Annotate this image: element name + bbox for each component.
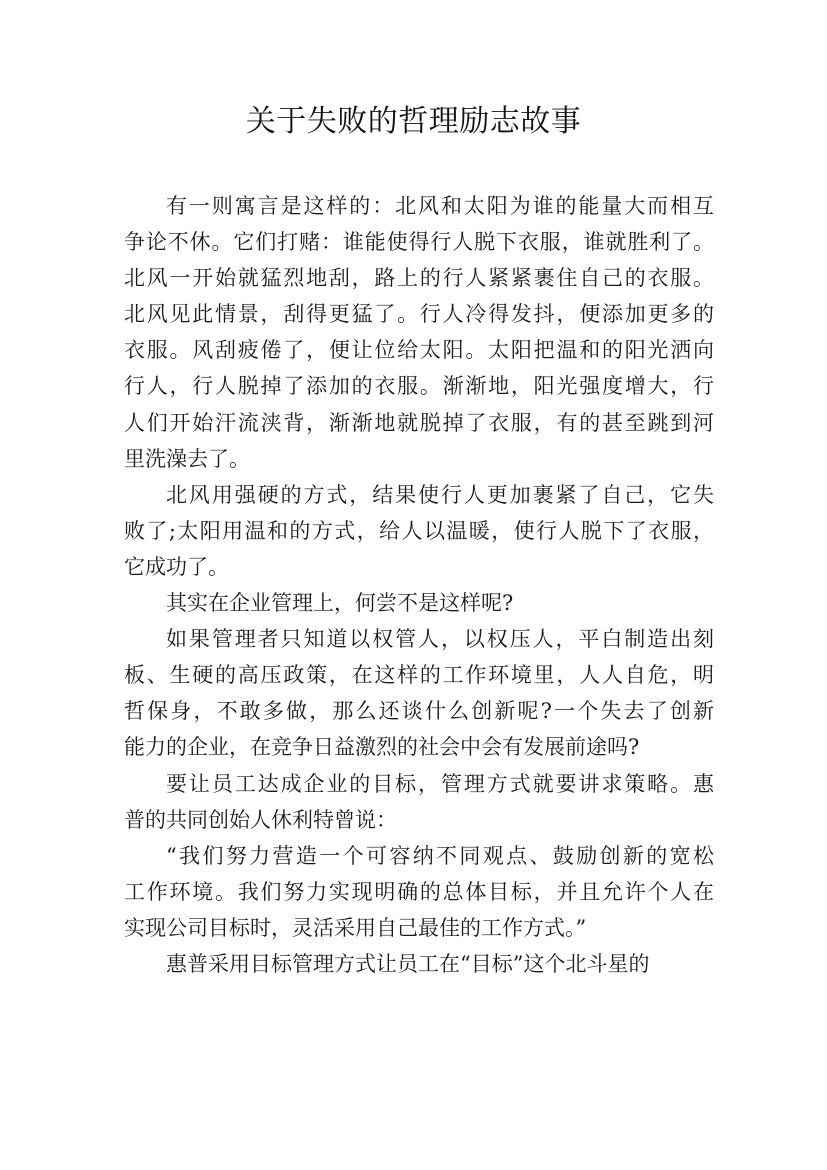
paragraph: [124, 838, 714, 946]
paragraph-line: 哲保身，不敢多做，那么还谈什么创新呢?一个失去了创新: [124, 699, 714, 724]
paragraph-line: 如果管理者只知道以权管人，以权压人，平白制造出刻: [166, 627, 714, 652]
paragraph-line: 工作环境。我们努力实现明确的总体目标，并且允许个人在: [124, 879, 714, 904]
paragraph-line: 北风用强硬的方式，结果使行人更加裹紧了自己，它失: [166, 482, 714, 507]
paragraph-line: 争论不休。它们打赌：谁能使得行人脱下衣服，谁就胜利了。: [124, 230, 714, 255]
paragraph-line: 有一则寓言是这样的：北风和太阳为谁的能量大而相互: [166, 194, 714, 218]
document-body: [124, 188, 714, 982]
paragraph: [124, 477, 714, 585]
paragraph-line: 衣服。风刮疲倦了，便让位给太阳。太阳把温和的阳光洒向: [124, 338, 714, 363]
paragraph-line: 惠普采用目标管理方式让员工在“目标”这个北斗星的: [166, 951, 650, 976]
paragraph-line: 人们开始汗流浃背，渐渐地就脱掉了衣服，有的甚至跳到河: [124, 410, 714, 435]
paragraph-line: 败了;太阳用温和的方式，给人以温暖，使行人脱下了衣服，: [124, 518, 714, 543]
paragraph-line: 行人，行人脱掉了添加的衣服。渐渐地，阳光强度增大，行: [124, 374, 714, 399]
paragraph: [124, 766, 714, 838]
paragraph-line: 里洗澡去了。: [124, 446, 250, 471]
paragraph: [124, 621, 714, 765]
paragraph: [124, 585, 714, 621]
paragraph-line: 它成功了。: [124, 554, 229, 579]
paragraph-line: 北风一开始就猛烈地刮，路上的行人紧紧裹住自己的衣服。: [124, 266, 714, 291]
paragraph: [124, 188, 714, 477]
paragraph-line: 板、生硬的高压政策，在这样的工作环境里，人人自危，明: [124, 663, 714, 688]
paragraph: [124, 946, 714, 982]
paragraph-line: 要让员工达成企业的目标，管理方式就要讲求策略。惠: [166, 771, 714, 796]
paragraph-line: 能力的企业，在竞争日益激烈的社会中会有发展前途吗?: [124, 735, 640, 760]
paragraph-line: “我们努力营造一个可容纳不同观点、鼓励创新的宽松: [166, 843, 714, 868]
paragraph-line: 北风见此情景，刮得更猛了。行人冷得发抖，便添加更多的: [124, 302, 714, 327]
document-title: 关于失败的哲理励志故事: [245, 104, 582, 139]
paragraph-line: 其实在企业管理上，何尝不是这样呢?: [166, 591, 514, 616]
paragraph-line: 实现公司目标时，灵活采用自己最佳的工作方式。”: [124, 915, 587, 940]
paragraph-line: 普的共同创始人休利特曾说：: [124, 807, 397, 832]
